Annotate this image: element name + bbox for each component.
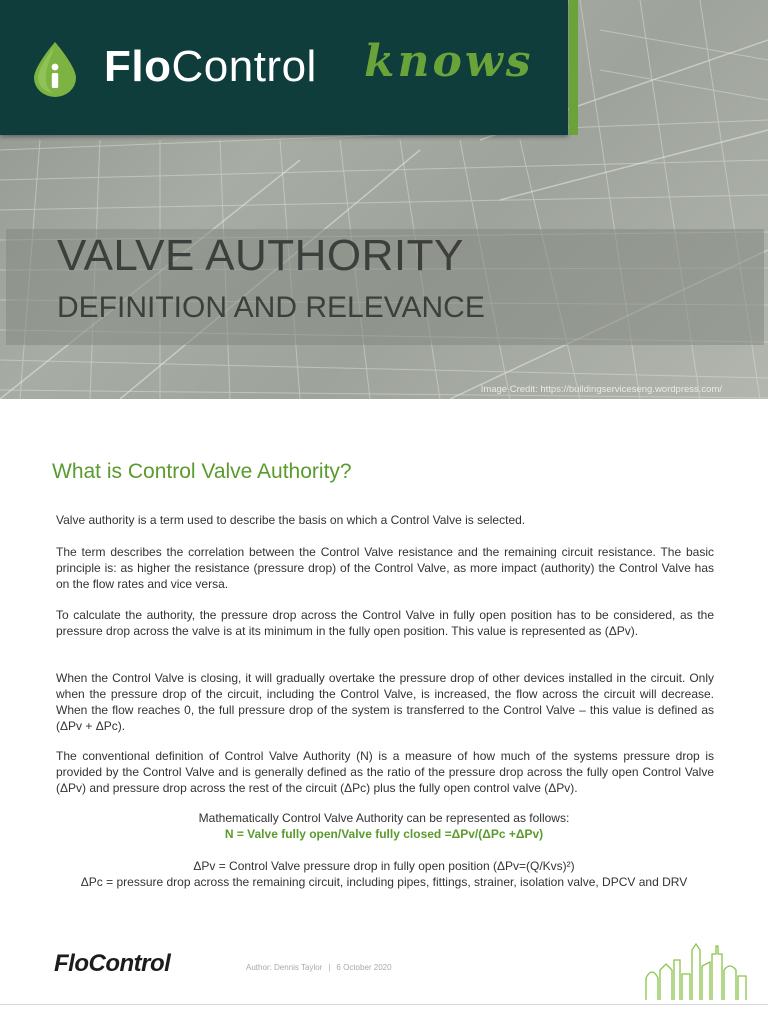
brand-accent-stripe [569, 0, 578, 135]
page-title: VALVE AUTHORITY [57, 231, 464, 280]
info-drop-icon [30, 40, 80, 98]
formula-intro: Mathematically Control Valve Authority can be represented as follows: [198, 811, 570, 825]
city-skyline-icon [640, 940, 750, 1000]
paragraph-definition: The conventional definition of Control Valve Authority (N) is a measure of how much of the systems pressure drop is provided by the Control Valve and is generally defined as the ratio of the pressure drop across the fully open Control Valve (ΔPv) and pressure drop across the rest of the circuit (ΔPc) plus the fully open control valve (ΔPv). [56, 749, 714, 795]
footer-rule [0, 1004, 768, 1025]
definition-delta-pc: ΔPc = pressure drop across the remaining circuit, including pipes, fittings, strainer, isolation valve, DPCV and DRV [80, 875, 688, 889]
brand-tagline: knows [364, 36, 534, 87]
publish-date: 6 October 2020 [336, 963, 392, 972]
section-heading: What is Control Valve Authority? [52, 460, 352, 483]
paragraph-correlation: The term describes the correlation between the Control Valve resistance and the remaining circuit resistance. The basic principle is: as higher the resistance (pressure drop) of the Control Valve, as more impact (authority) the Control Valve has on the flow rates and vice versa. [56, 545, 714, 591]
hero-banner [0, 0, 768, 399]
author-name: Author: Dennis Taylor [246, 963, 323, 972]
image-credit: Image Credit: https://buildingserviceseng.wordpress.com/ [480, 384, 722, 395]
paragraph-intro: Valve authority is a term used to describe the basis on which a Control Valve is selected. [56, 513, 526, 527]
brand-flo: Flo [104, 42, 172, 91]
footer-logo: FloControl [54, 950, 171, 977]
authority-formula: N = Valve fully open/Valve fully closed =ΔPv/(ΔPc +ΔPv) [224, 827, 544, 841]
page-subtitle: DEFINITION AND RELEVANCE [57, 291, 485, 324]
footer-meta [246, 963, 392, 972]
definition-delta-pv: ΔPv = Control Valve pressure drop in fully open position (ΔPv=(Q/Kvs)²) [193, 859, 575, 873]
brand-logo-text [104, 42, 317, 92]
brand-control: Control [171, 42, 317, 91]
footer-separator: | [328, 963, 331, 972]
paragraph-calculation: To calculate the authority, the pressure drop across the Control Valve in fully open position has to be considered, as the pressure drop across the valve is at its minimum in the fully open position. This value is represented as (ΔPv). [56, 608, 714, 638]
paragraph-closing: When the Control Valve is closing, it will gradually overtake the pressure drop of other devices installed in the circuit. Only when the pressure drop of the circuit, including the Control Valve, is increased, the flow across the circuit will decrease. When the flow reaches 0, the full pressure drop of the system is transferred to the Control Valve – this value is defined as (ΔPv + ΔPc). [56, 671, 714, 733]
